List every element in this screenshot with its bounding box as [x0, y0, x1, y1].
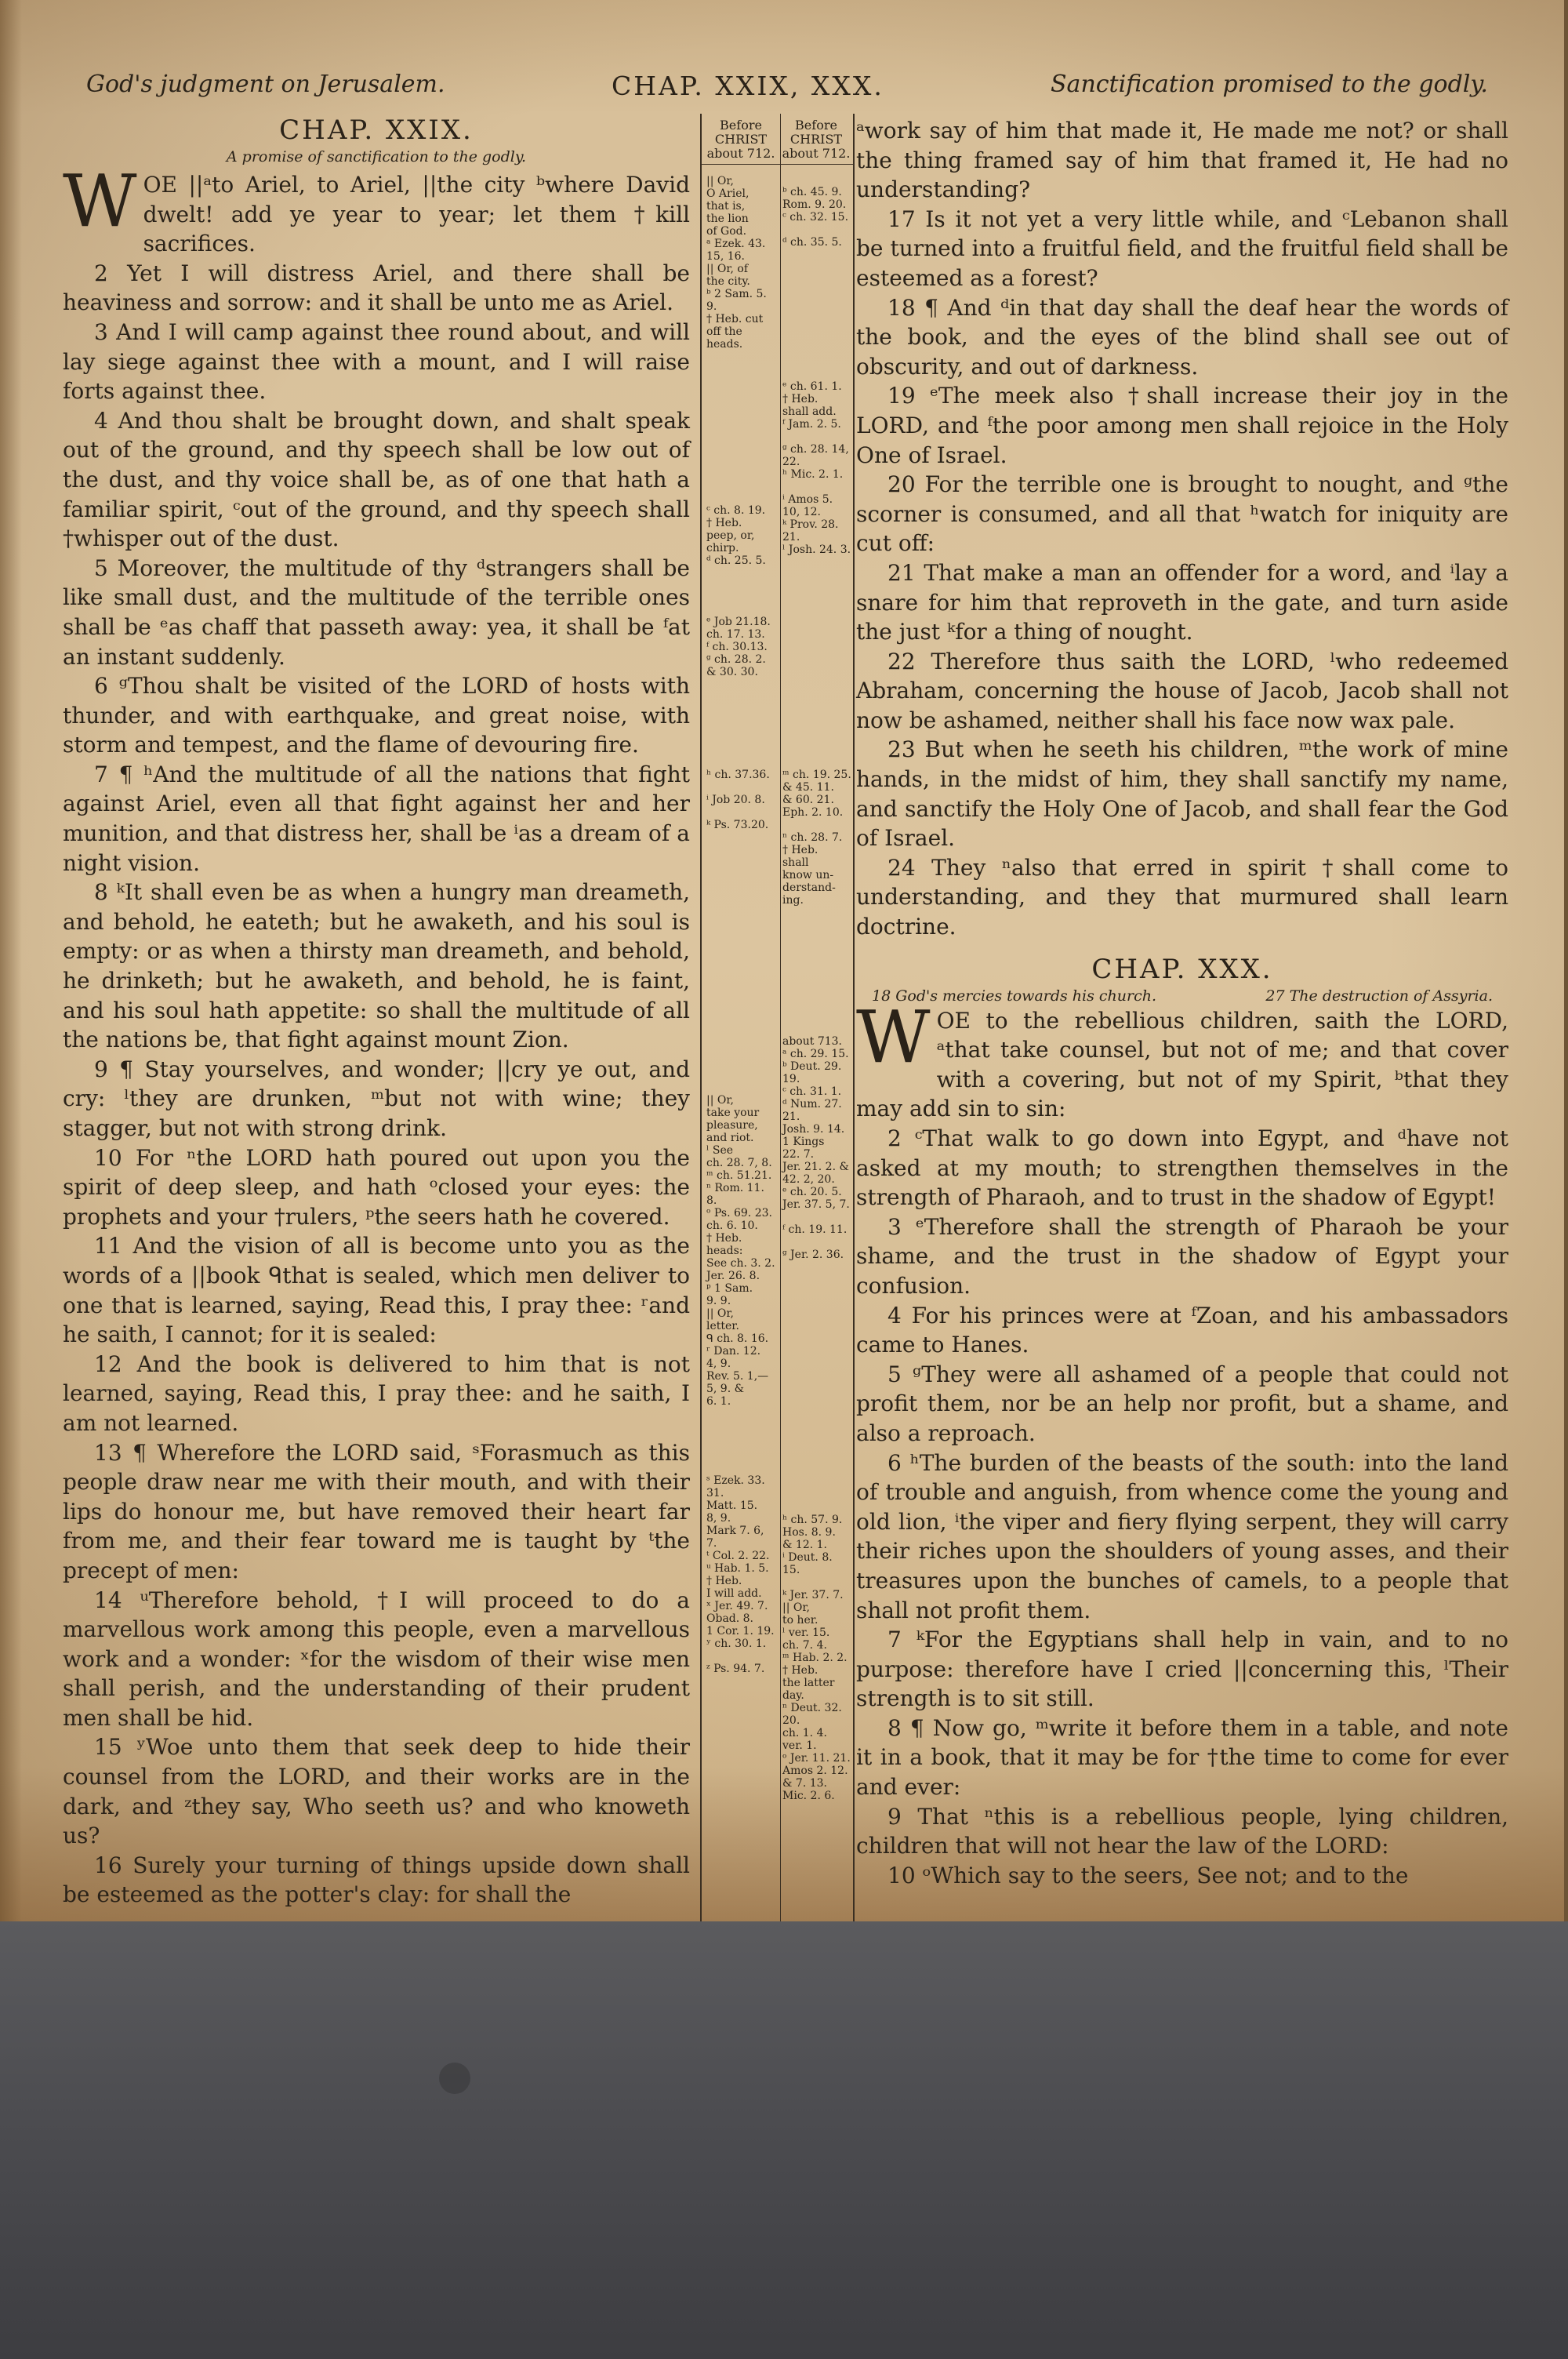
dropcap: W — [856, 994, 931, 1079]
verse: 19 ᵉThe meek also †shall increase their joy in the LORD, and ᶠthe poor among men shall rejoice in the Holy One of Israel. — [856, 383, 1508, 468]
dropcap: W — [63, 159, 137, 243]
verse: 23 But when he seeth his children, ᵐthe work of mine hands, in the midst of him, they shall sanctify my name, and sanctify the Holy One of Jacob, and shall fear the God of Israel. — [856, 736, 1508, 852]
chapter-30-summary — [856, 986, 1508, 1006]
margin-note: ᵉ ch. 61. 1. † Heb. shall add. ᶠ Jam. 2. 5. ᵍ ch. 28. 14, 22. ʰ Mic. 2. 1. ⁱ Amos 5. 10, 12. ᵏ Prov. 28. 21. ˡ Josh. 24. 3. — [782, 380, 851, 556]
verse: WOE to the rebellious children, saith the LORD, ᵃthat take counsel, but not of me; and that cover with a covering, but not of my Spirit, ᵇthat they may add sin to sin: — [856, 994, 1508, 1122]
chapter-30-summary-right: 27 The destruction of Assyria. — [1265, 987, 1493, 1005]
verse: 6 ᵍThou shalt be visited of the LORD of hosts with thunder, and with earthquake, and great noise, with storm and tempest, and the flame of devouring fire. — [63, 673, 690, 758]
verse: 17 Is it not yet a very little while, and ᶜLebanon shall be turned into a fruitful field, and the fruitful field shall be esteemed as a forest? — [856, 205, 1508, 291]
margin-note: ᵇ ch. 45. 9. Rom. 9. 20. ᶜ ch. 32. 15. ᵈ ch. 35. 5. — [782, 186, 849, 249]
verse: 18 ¶ And ᵈin that day shall the deaf hear the words of the book, and the eyes of the blind shall see out of obscurity, and out of darkness. — [856, 294, 1508, 380]
verse: 5 Moreover, the multitude of thy ᵈstrangers shall be like small dust, and the multitude of the terrible ones shall be ᵉas chaff that passeth away: yea, it shall be ᶠat an instant suddenly. — [63, 554, 690, 670]
verse: 21 That make a man an offender for a word, and ⁱlay a snare for him that reproveth in the gate, and turn aside the just ᵏfor a thing of nought. — [856, 559, 1508, 645]
verse: 20 For the terrible one is brought to nought, and ᵍthe scorner is consumed, and all that ʰwatch for iniquity are cut off: — [856, 471, 1508, 557]
verse: 11 And the vision of all is become unto you as the words of a ||book ᑫthat is sealed, which men deliver to one that is learned, saying, Read this, I pray thee: ʳand he saith, I cannot; for it is sealed: — [63, 1233, 690, 1348]
margin-note: ᶜ ch. 8. 19. † Heb. peep, or, chirp. ᵈ ch. 25. 5. — [706, 504, 766, 567]
verse: 6 ʰThe burden of the beasts of the south: into the land of trouble and anguish, from whence come the young and old lion, ⁱthe viper and fiery flying serpent, they will carry their riches upon the shoulders of young asses, and their treasures upon the bunches of camels, to a people that shall not profit them. — [856, 1449, 1508, 1623]
verse: 14 ᵘTherefore behold, †I will proceed to do a marvellous work among this people, even a marvellous work and a wonder: ˣfor the wisdom of their wise men shall perish, and the understanding of their prudent men shall be hid. — [63, 1587, 690, 1731]
margin-head-1: Before CHRIST about 712. — [702, 114, 780, 165]
margin-note: || Or, take your pleasure, and riot. ˡ See ch. 28. 7, 8. ᵐ ch. 51.21. ⁿ Rom. 11. 8. ᵒ Ps. 69. 23. ch. 6. 10. † Heb. heads: See ch. 3. 2. Jer. 26. 8. ᵖ 1 Sam. 9. 9. || Or, letter. ᑫ ch. 8. 16. ʳ Dan. 12. 4, 9. Rev. 5. 1,— 5, 9. & 6. 1. — [706, 1094, 775, 1408]
chapter-29-title: CHAP. XXIX. — [279, 114, 474, 146]
chapter-29-summary: A promise of sanctification to the godly. — [226, 148, 527, 165]
verse: 7 ¶ ʰAnd the multitude of all the nations that fight against Ariel, even all that fight against her and her munition, and that distress her, shall be ⁱas a dream of a night vision. — [63, 761, 690, 876]
chapter-30-summary-left: 18 God's mercies towards his church. — [872, 987, 1157, 1005]
verse: 24 They ⁿalso that erred in spirit †shall come to understanding, and they that murmured shall learn doctrine. — [856, 854, 1508, 940]
margin-note: ʰ ch. 57. 9. Hos. 8. 9. & 12. 1. ⁱ Deut. 8. 15. ᵏ Jer. 37. 7. || Or, to her. ˡ ver. 15. ch. 7. 4. ᵐ Hab. 2. 2. † Heb. the latter day. ⁿ Deut. 32. 20. ch. 1. 4. ver. 1. ᵒ Jer. 11. 21. Amos 2. 12. & 7. 13. Mic. 2. 6. — [782, 1514, 851, 1802]
right-column — [856, 116, 1508, 1890]
verse: 15 ʸWoe unto them that seek deep to hide their counsel from the LORD, and their works are in the dark, and ᶻthey say, Who seeth us? and who knoweth us? — [63, 1734, 690, 1849]
background-surface — [0, 1921, 1568, 2359]
verse: 10 ᵒWhich say to the seers, See not; and to the — [887, 1862, 1409, 1888]
margin-note: ᵉ Job 21.18. ch. 17. 13. ᶠ ch. 30.13. ᵍ ch. 28. 2. & 30. 30. — [706, 616, 771, 678]
verse: 8 ¶ Now go, ᵐwrite it before them in a table, and note it in a book, that it may be for †the time to come for ever and ever: — [856, 1714, 1508, 1801]
verse: 3 And I will camp against thee round about, and will lay siege against thee with a mount, and I will raise forts against thee. — [63, 318, 690, 405]
verse: 13 ¶ Wherefore the LORD said, ˢForasmuch as this people draw near me with their mouth, and with their lips do honour me, but have removed their heart far from me, and their fear toward me is taught by ᵗthe precept of men: — [63, 1439, 690, 1583]
verse: WOE ||ᵃto Ariel, to Ariel, ||the city ᵇwhere David dwelt! add ye year to year; let them †kill sacrifices. — [63, 159, 690, 257]
chapter-29-verses — [63, 159, 690, 1910]
verse: 2 ᶜThat walk to go down into Egypt, and ᵈhave not asked at my mouth; to strengthen themselves in the strength of Pharaoh, and to trust in the shadow of Egypt! — [856, 1125, 1508, 1211]
verse: 10 For ⁿthe LORD hath poured out upon you the spirit of deep sleep, and hath ᵒclosed your eyes: the prophets and your †rulers, ᵖthe seers hath he covered. — [63, 1144, 690, 1230]
verse: 2 Yet I will distress Ariel, and there shall be heaviness and sorrow: and it shall be unto me as Ariel. — [63, 260, 690, 316]
verse: 9 ¶ Stay yourselves, and wonder; ||cry ye out, and cry: ˡthey are drunken, ᵐbut not with wine; they stagger, but not with strong drink. — [63, 1056, 690, 1141]
verse: 5 ᵍThey were all ashamed of a people that could not profit them, nor be an help nor profit, but a shame, and also a reproach. — [856, 1361, 1508, 1446]
verse: 16 Surely your turning of things upside down shall be esteemed as the potter's clay: for shall the — [63, 1852, 690, 1908]
header-center: CHAP. XXIX, XXX. — [612, 71, 884, 101]
margin-references-2 — [779, 114, 855, 1957]
verse: 7 ᵏFor the Egyptians shall help in vain, and to no purpose: therefore have I cried ||concerning this, ˡTheir strength is to sit still. — [856, 1627, 1508, 1712]
margin-note: || Or, O Ariel, that is, the lion of God. ᵃ Ezek. 43. 15, 16. || Or, of the city. ᵇ 2 Sam. 5. 9. † Heb. cut off the heads. — [706, 175, 767, 351]
header-left: God's judgment on Jerusalem. — [86, 71, 445, 98]
verse: ᵃwork say of him that made it, He made me not? or shall the thing framed say of him that framed it, He had no understanding? — [856, 118, 1508, 203]
margin-note: ˢ Ezek. 33. 31. Matt. 15. 8, 9. Mark 7. 6, 7. ᵗ Col. 2. 22. ᵘ Hab. 1. 5. † Heb. I will add. ˣ Jer. 49. 7. Obad. 8. 1 Cor. 1. 19. ʸ ch. 30. 1. ᶻ Ps. 94. 7. — [706, 1474, 775, 1675]
verse: 4 And thou shalt be brought down, and shalt speak out of the ground, and thy speech shall be low out of the dust, and thy voice shall be, as of one that hath a familiar spirit, ᶜout of the ground, and thy speech shall †whisper out of the dust. — [63, 407, 690, 552]
margin-note: ʰ ch. 37.36. ⁱ Job 20. 8. ᵏ Ps. 73.20. — [706, 769, 770, 831]
verse: 22 Therefore thus saith the LORD, ˡwho redeemed Abraham, concerning the house of Jacob, Jacob shall not now be ashamed, neither shall his face now wax pale. — [856, 648, 1508, 733]
verse: 3 ᵉTherefore shall the strength of Pharaoh be your shame, and the trust in the shadow of Egypt your confusion. — [856, 1213, 1508, 1299]
margin-note: ᵐ ch. 19. 25. & 45. 11. & 60. 21. Eph. 2. 10. ⁿ ch. 28. 7. † Heb. shall know un- derstand- ing. — [782, 769, 851, 907]
header-right: Sanctification promised to the godly. — [1051, 71, 1488, 98]
verse: 12 And the book is delivered to him that is not learned, saying, Read this, I pray thee: and he saith, I am not learned. — [63, 1350, 690, 1436]
margin-head-2: Before CHRIST about 712. — [779, 114, 853, 165]
margin-note: about 713. ᵃ ch. 29. 15. ᵇ Deut. 29. 19. ᶜ ch. 31. 1. ᵈ Num. 27. 21. Josh. 9. 14. 1 Kings 22. 7. Jer. 21. 2. & 42. 2, 20. ᵉ ch. 20. 5. Jer. 37. 5, 7. ᶠ ch. 19. 11. ᵍ Jer. 2. 36. — [782, 1035, 850, 1261]
margin-references-1 — [700, 114, 781, 1957]
verse: 9 That ⁿthis is a rebellious people, lying children, children that will not hear the law of the LORD: — [856, 1803, 1508, 1859]
left-column — [63, 114, 690, 1910]
verse: 8 ᵏIt shall even be as when a hungry man dreameth, and behold, he eateth; but he awaketh, and his soul is empty: or as when a thirsty man dreameth, and behold, he drinketh; but he awaketh, and behold, he is faint, and his soul hath appetite: so shall the multitude of all the nations be, that fight against mount Zion. — [63, 879, 690, 1053]
chapter-30-title: CHAP. XXX. — [1091, 953, 1273, 985]
verse: 4 For his princes were at ᶠZoan, and his ambassadors came to Hanes. — [856, 1302, 1508, 1358]
